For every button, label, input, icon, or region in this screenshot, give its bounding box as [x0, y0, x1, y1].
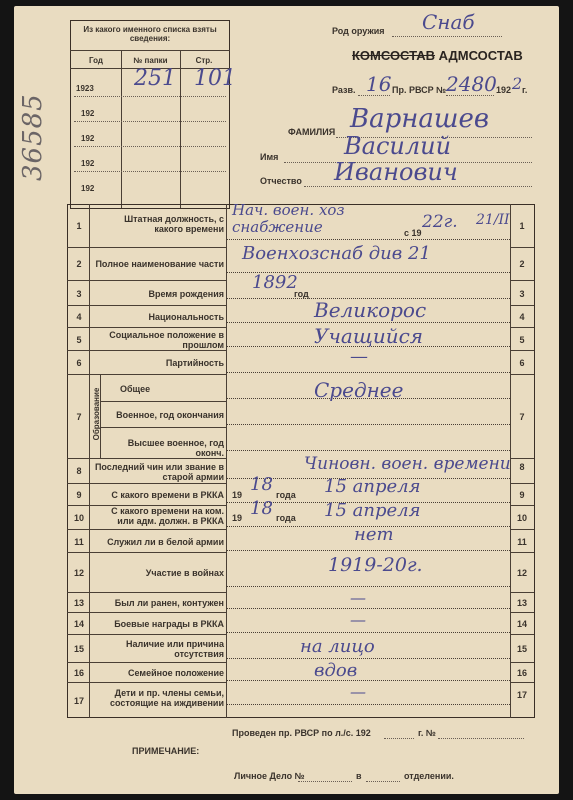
row-11-value: нет — [354, 524, 394, 545]
row-16-value: вдов — [314, 660, 358, 681]
row-15-label: Наличие или причина отсутствия — [126, 639, 224, 659]
education-group-label: Образование — [92, 387, 101, 441]
row-3-value: 1892 — [252, 272, 298, 293]
row-10-number-right: 10 — [516, 513, 527, 523]
archive-number: 36585 — [18, 93, 48, 181]
footer-file-text: Личное Дело № — [234, 771, 305, 781]
name-value: Василий — [344, 132, 452, 160]
personnel-card — [14, 6, 559, 794]
row-11-label: Служил ли в белой армии — [107, 537, 224, 547]
row-12-number: 12 — [73, 568, 84, 578]
row-2-number-right: 2 — [519, 259, 525, 269]
source-year-5: 192 — [81, 184, 95, 193]
row-3-label: Время рождения — [148, 289, 224, 299]
row-9-number-right: 9 — [519, 490, 525, 500]
row-8-value: Чиновн. воен. времени — [304, 454, 511, 474]
row-6-number-right: 6 — [519, 358, 525, 368]
row-4-label: Национальность — [148, 312, 224, 322]
row-16-number: 16 — [73, 668, 84, 678]
source-year-1: 1923 — [76, 84, 94, 93]
row-4-value: Великорос — [314, 298, 427, 322]
footer-file-mid: в — [356, 771, 362, 781]
title-main: АДМСОСТАВ — [438, 48, 523, 63]
row-14-number: 14 — [73, 619, 84, 629]
surname-label: ФАМИЛИЯ — [288, 127, 336, 137]
row-13-number: 13 — [73, 598, 84, 608]
row-9-number: 9 — [76, 490, 82, 500]
row-14-number-right: 14 — [516, 619, 527, 629]
col-year-header: Год — [89, 56, 103, 65]
row-1-year: 22г. — [422, 212, 458, 232]
row-16-number-right: 16 — [516, 668, 527, 678]
razv-value: 16 — [366, 72, 392, 96]
row-5-label: Социальное положение в прошлом — [109, 330, 224, 350]
row-7-number: 7 — [76, 412, 82, 422]
service-value: Снаб — [422, 10, 475, 34]
row-9-value: 15 апреля — [324, 476, 421, 497]
row-8-number-right: 8 — [519, 462, 525, 472]
patronymic-value: Иванович — [334, 158, 458, 186]
order-year-prefix: 192 — [496, 85, 512, 95]
card-title — [352, 48, 523, 63]
row-9-label: С какого времени в РККА — [111, 490, 224, 500]
row-17-number-right: 17 — [516, 690, 527, 700]
row-1-label: Штатная должность, с какого времени — [124, 214, 224, 234]
row-11-number: 11 — [74, 537, 84, 547]
row-3-number: 3 — [76, 289, 82, 299]
row-13-label: Был ли ранен, контужен — [114, 598, 224, 608]
service-label: Род оружия — [332, 26, 385, 36]
row-10-value: 15 апреля — [324, 500, 421, 521]
order-value: 2480 — [446, 72, 497, 96]
education-general-label: Общее — [120, 384, 151, 394]
row-11-number-right: 11 — [517, 537, 527, 547]
row-13-number-right: 13 — [516, 598, 527, 608]
row-2-label: Полное наименование части — [95, 259, 224, 269]
patronymic-label: Отчество — [260, 176, 302, 186]
row-10-prefix: 19 — [232, 513, 243, 523]
footer-order-suffix: г. № — [418, 728, 436, 738]
razv-label: Разв. — [332, 85, 356, 95]
row-5-number-right: 5 — [519, 335, 525, 345]
row-3-suffix: год — [294, 289, 309, 299]
row-6-value: — — [350, 346, 368, 367]
education-military-label: Военное, год окончания — [116, 410, 224, 420]
row-5-number: 5 — [76, 335, 82, 345]
row-16-label: Семейное положение — [128, 668, 224, 678]
row-17-label: Дети и пр. члены семьи, состоящие на иждивении — [110, 688, 224, 708]
title-struck: КОМСОСТАВ — [352, 48, 436, 63]
row-9-prefix: 19 — [232, 490, 243, 500]
row-17-value: — — [350, 682, 366, 701]
row-4-number-right: 4 — [519, 312, 525, 322]
row-10-suffix: года — [276, 513, 296, 523]
row-3-number-right: 3 — [519, 289, 525, 299]
order-year-suffix: г. — [522, 85, 528, 95]
row-15-number: 15 — [73, 644, 84, 654]
row-4-number: 4 — [76, 312, 82, 322]
source-year-2: 192 — [81, 109, 95, 118]
row-12-value: 1919-20г. — [328, 554, 423, 576]
row-7-number-right: 7 — [519, 412, 525, 422]
name-label: Имя — [260, 152, 279, 162]
row-1-number: 1 — [76, 221, 82, 231]
row-8-number: 8 — [76, 466, 82, 476]
row-13-value: — — [350, 588, 366, 607]
source-year-4: 192 — [81, 159, 95, 168]
row-14-label: Боевые награды в РККА — [114, 619, 224, 629]
row-1-c19: с 19 — [404, 228, 422, 238]
row-9-suffix: года — [276, 490, 296, 500]
row-17-number: 17 — [73, 696, 84, 706]
row-1-number-right: 1 — [519, 221, 525, 231]
row-5-value: Учащийся — [314, 324, 424, 348]
source-folder-value: 251 — [134, 66, 176, 91]
row-1-value: Нач. воен. хоз снабжение — [232, 201, 345, 236]
footer-order-text: Проведен пр. РВСР по л./с. 192 — [232, 728, 371, 738]
row-7-value: Среднее — [314, 378, 404, 402]
row-2-value: Военхозснаб див 21 — [242, 243, 431, 264]
row-10-number: 10 — [73, 513, 84, 523]
row-9-year: 18 — [250, 474, 273, 495]
row-10-label: С какого времени на ком. или адм. должн. в РККА — [111, 506, 224, 526]
row-6-number: 6 — [76, 358, 82, 368]
row-6-label: Партийность — [165, 358, 224, 368]
note-label: ПРИМЕЧАНИЕ: — [132, 746, 200, 756]
row-12-number-right: 12 — [516, 568, 527, 578]
order-label: Пр. РВСР № — [392, 85, 447, 95]
row-8-label: Последний чин или звание в старой армии — [94, 462, 224, 482]
row-15-value: на лицо — [300, 636, 375, 657]
footer-file-end: отделении. — [404, 771, 454, 781]
row-10-year: 18 — [250, 498, 273, 519]
row-15-number-right: 15 — [516, 644, 527, 654]
row-14-value: — — [350, 610, 366, 629]
row-2-number: 2 — [76, 259, 82, 269]
source-year-3: 192 — [81, 134, 95, 143]
source-box-header: Из какого именного списка взяты сведения: — [83, 25, 217, 43]
row-1-date: 21/II — [476, 212, 510, 228]
col-folder-header: № папки — [133, 56, 168, 65]
col-page-header: Стр. — [195, 56, 213, 65]
source-page-value: 101 — [194, 66, 236, 91]
surname-value: Варнашев — [350, 104, 490, 134]
order-year-value: 2 — [512, 74, 523, 93]
education-higher-label: Высшее военное, год оконч. — [127, 438, 224, 458]
row-12-label: Участие в войнах — [145, 568, 224, 578]
